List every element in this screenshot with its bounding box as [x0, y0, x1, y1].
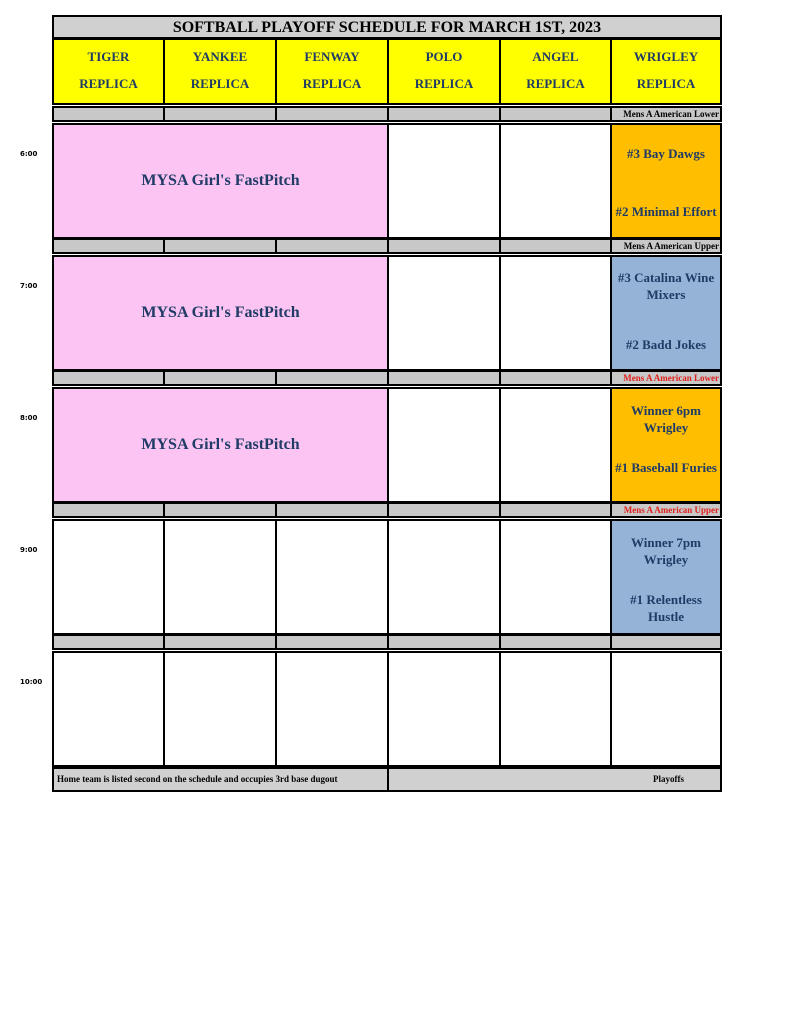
time-label: 10:00	[20, 678, 43, 686]
field-sub: REPLICA	[414, 76, 474, 91]
time-label: 7:00	[20, 282, 38, 290]
home-team: #1 Relentless Hustle	[630, 592, 702, 624]
empty-slot	[387, 255, 501, 371]
separator-cell	[499, 106, 612, 122]
division-label: Mens A American Lower	[610, 370, 722, 386]
separator-cell	[499, 502, 612, 518]
schedule-title: SOFTBALL PLAYOFF SCHEDULE FOR MARCH 1ST, 2023	[52, 15, 722, 39]
game-cell	[610, 519, 722, 635]
home-team: #2 Minimal Effort	[615, 204, 717, 219]
separator-cell	[275, 502, 389, 518]
field-sub: REPLICA	[190, 76, 250, 91]
division-label: Mens A American Lower	[610, 106, 722, 122]
field-name: TIGER	[87, 49, 130, 64]
empty-slot	[275, 519, 389, 635]
separator-cell	[275, 634, 389, 650]
separator-cell	[275, 106, 389, 122]
empty-slot	[499, 519, 612, 635]
game-cell	[610, 255, 722, 371]
separator-cell	[610, 634, 722, 650]
field-header-yankee	[163, 38, 277, 105]
booking-block	[52, 123, 389, 239]
separator-cell	[387, 238, 501, 254]
booking-block	[52, 255, 389, 371]
field-header-fenway	[275, 38, 389, 105]
field-name: WRIGLEY	[633, 49, 699, 64]
empty-slot	[499, 651, 612, 767]
field-name: POLO	[425, 49, 463, 64]
empty-slot	[499, 387, 612, 503]
home-team: #1 Baseball Furies	[615, 460, 717, 475]
footer-note: Home team is listed second on the schedule and occupies 3rd base dugout	[52, 767, 389, 792]
separator-cell	[275, 370, 389, 386]
game-cell	[610, 123, 722, 239]
separator-cell	[163, 634, 277, 650]
empty-slot	[610, 651, 722, 767]
empty-slot	[275, 651, 389, 767]
booking-label: MYSA Girl's FastPitch	[141, 304, 300, 321]
field-name: FENWAY	[304, 49, 360, 64]
time-label: 6:00	[20, 150, 38, 158]
separator-cell	[52, 370, 165, 386]
booking-label: MYSA Girl's FastPitch	[141, 172, 300, 189]
separator-cell	[163, 238, 277, 254]
empty-slot	[387, 123, 501, 239]
away-team: #3 Bay Dawgs	[626, 146, 705, 161]
empty-slot	[163, 519, 277, 635]
field-header-angel	[499, 38, 612, 105]
empty-slot	[387, 387, 501, 503]
separator-cell	[163, 502, 277, 518]
booking-block	[52, 387, 389, 503]
separator-cell	[52, 238, 165, 254]
separator-cell	[499, 370, 612, 386]
field-name: YANKEE	[192, 49, 248, 64]
field-sub: REPLICA	[79, 76, 138, 91]
separator-cell	[163, 106, 277, 122]
division-label: Mens A American Upper	[610, 502, 722, 518]
separator-cell	[499, 634, 612, 650]
empty-slot	[163, 651, 277, 767]
separator-cell	[52, 106, 165, 122]
away-team: #3 Catalina Wine Mixers	[617, 270, 715, 302]
empty-slot	[499, 123, 612, 239]
time-label: 8:00	[20, 414, 38, 422]
field-header-polo	[387, 38, 501, 105]
field-header-tiger	[52, 38, 165, 105]
field-header-wrigley	[610, 38, 722, 105]
game-cell	[610, 387, 722, 503]
field-sub: REPLICA	[526, 76, 585, 91]
separator-cell	[387, 634, 501, 650]
field-name: ANGEL	[532, 49, 579, 64]
separator-cell	[387, 106, 501, 122]
booking-label: MYSA Girl's FastPitch	[141, 436, 300, 453]
empty-slot	[52, 651, 165, 767]
empty-slot	[499, 255, 612, 371]
separator-cell	[52, 634, 165, 650]
home-team: #2 Badd Jokes	[625, 337, 707, 352]
separator-cell	[387, 502, 501, 518]
empty-slot	[387, 519, 501, 635]
field-sub: REPLICA	[302, 76, 362, 91]
time-label: 9:00	[20, 546, 38, 554]
away-team: Winner 7pm Wrigley	[631, 535, 701, 567]
separator-cell	[275, 238, 389, 254]
separator-cell	[52, 502, 165, 518]
empty-slot	[387, 651, 501, 767]
away-team: Winner 6pm Wrigley	[631, 403, 701, 435]
empty-slot	[52, 519, 165, 635]
division-label: Mens A American Upper	[610, 238, 722, 254]
field-sub: REPLICA	[636, 76, 696, 91]
separator-cell	[163, 370, 277, 386]
separator-cell	[387, 370, 501, 386]
footer-playoffs-label: Playoffs	[387, 767, 722, 792]
separator-cell	[499, 238, 612, 254]
